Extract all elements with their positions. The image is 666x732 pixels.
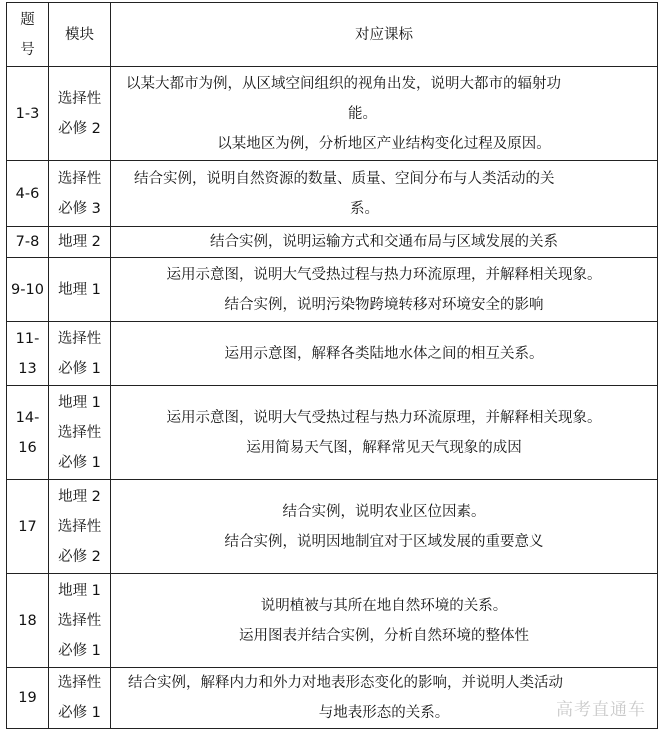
row-module: 选择性 必修 3 <box>49 161 111 227</box>
row-standard: 运用示意图，说明大气受热过程与热力环流原理，并解释相关现象。 运用简易天气图，解释常见天气现象的成因 <box>111 386 658 480</box>
header-number: 题 号 <box>7 3 49 67</box>
row-standard: 运用示意图，解释各类陆地水体之间的相互关系。 <box>111 322 658 386</box>
row-standard: 结合实例，说明农业区位因素。 结合实例，说明因地制宜对于区域发展的重要意义 <box>111 480 658 574</box>
header-module: 模块 <box>49 3 111 67</box>
row-module: 选择性 必修 1 <box>49 322 111 386</box>
row-standard: 说明植被与其所在地自然环境的关系。 运用图表并结合实例，分析自然环境的整体性 <box>111 574 658 668</box>
row-standard: 结合实例，说明运输方式和交通布局与区域发展的关系 <box>111 227 658 258</box>
row-number: 14- 16 <box>7 386 49 480</box>
table-row <box>7 67 658 161</box>
row-standard: 结合实例，解释内力和外力对地表形态变化的影响，并说明人类活动 与地表形态的关系。 <box>111 668 658 729</box>
row-module: 地理 2 <box>49 227 111 258</box>
row-number: 17 <box>7 480 49 574</box>
row-number: 9-10 <box>7 258 49 322</box>
row-module: 地理 1 选择性 必修 1 <box>49 386 111 480</box>
watermark: 高考直通车 <box>556 700 646 720</box>
table-row <box>7 574 658 668</box>
row-number: 1-3 <box>7 67 49 161</box>
row-module: 地理 1 <box>49 258 111 322</box>
row-number: 19 <box>7 668 49 729</box>
row-number: 18 <box>7 574 49 668</box>
row-standard: 以某大都市为例，从区域空间组织的视角出发，说明大都市的辐射功 能。 以某地区为例，分析地区产业结构变化过程及原因。 <box>111 67 658 161</box>
row-module: 选择性 必修 1 <box>49 668 111 729</box>
table-row <box>7 161 658 227</box>
row-module: 地理 1 选择性 必修 1 <box>49 574 111 668</box>
row-standard: 结合实例，说明自然资源的数量、质量、空间分布与人类活动的关 系。 <box>111 161 658 227</box>
row-module: 选择性 必修 2 <box>49 67 111 161</box>
row-number: 11- 13 <box>7 322 49 386</box>
table-row <box>7 227 658 258</box>
curriculum-table <box>6 2 658 729</box>
header-standard: 对应课标 <box>111 3 658 67</box>
table-row <box>7 386 658 480</box>
row-number: 4-6 <box>7 161 49 227</box>
table-row <box>7 322 658 386</box>
row-module: 地理 2 选择性 必修 2 <box>49 480 111 574</box>
table-row <box>7 480 658 574</box>
table-header-row <box>7 3 658 67</box>
row-standard: 运用示意图，说明大气受热过程与热力环流原理，并解释相关现象。 结合实例，说明污染物跨境转移对环境安全的影响 <box>111 258 658 322</box>
row-number: 7-8 <box>7 227 49 258</box>
table-row <box>7 258 658 322</box>
